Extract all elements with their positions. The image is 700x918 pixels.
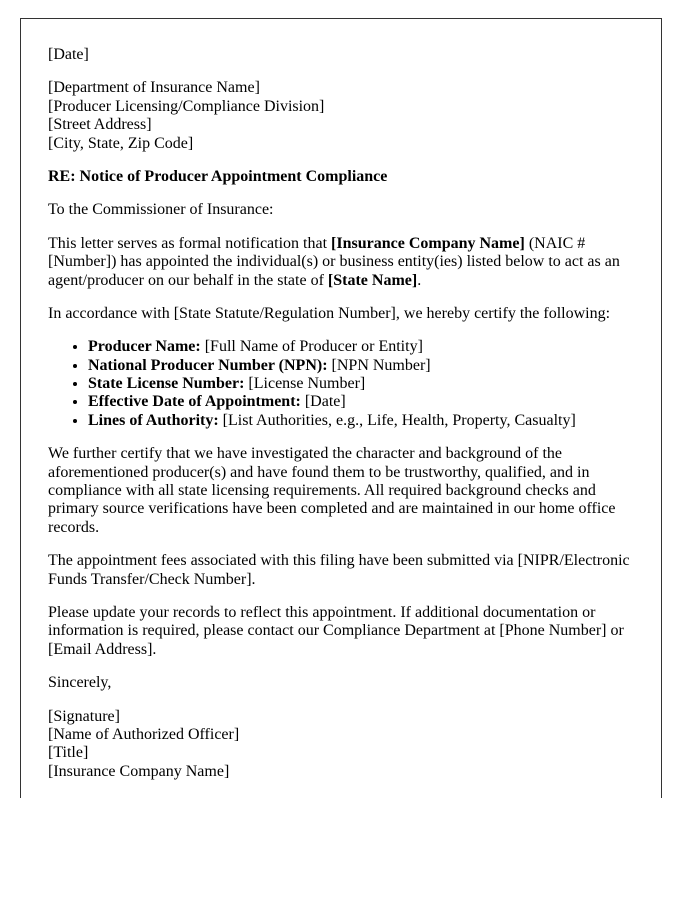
accordance-paragraph: In accordance with [State Statute/Regulation Number], we hereby certify the following: [48,304,611,322]
producer-detail-label: Effective Date of Appointment: [88,393,301,411]
producer-detail-item: • Lines of Authority: [List Authorities, e.g., Life, Health, Property, Casualty] [88,412,634,430]
producer-details-list [48,338,634,430]
notification-paragraph: This letter serves as formal notification that [Insurance Company Name] (NAIC # [Number]) has appointed the individual(s) or business entity(ies) listed below to act as an agent/producer on our behalf in the state of [State Name]. [48,234,620,289]
producer-detail-item: • State License Number: [License Number] [88,375,634,393]
producer-detail-label: Producer Name: [88,338,201,356]
fees-paragraph: The appointment fees associated with this filing have been submitted via [NIPR/Electronic Funds Transfer/Check Number]. [48,552,630,588]
signature-block: [Signature] [Name of Authorized Officer] [Title] [Insurance Company Name] [48,707,240,780]
certify-paragraph: We further certify that we have investigated the character and background of the aforementioned producer(s) and have found them to be trustworthy, qualified, and in compliance with all state licensing requirements. All required background checks and primary source verifications have been completed and are maintained in our home office records. [48,445,616,536]
producer-detail-label: National Producer Number (NPN): [88,356,328,374]
date-line: [Date] [48,46,89,63]
letter-page [20,18,662,798]
producer-detail-item: • Effective Date of Appointment: [Date] [88,393,634,411]
producer-detail-item: • Producer Name: [Full Name of Producer or Entity] [88,338,634,356]
producer-detail-label: State License Number: [88,375,245,393]
producer-detail-item: • National Producer Number (NPN): [NPN Number] [88,357,634,375]
salutation: To the Commissioner of Insurance: [48,201,274,219]
recipient-address-block: [Department of Insurance Name] [Producer Licensing/Compliance Division] [Street Address] [City, State, Zip Code] [48,79,325,152]
subject-line: RE: Notice of Producer Appointment Compliance [48,167,388,185]
producer-detail-label: Lines of Authority: [88,411,219,429]
update-records-paragraph: Please update your records to reflect this appointment. If additional documentation or information is required, please contact our Compliance Department at [Phone Number] or [Email Address]. [48,603,624,658]
closing: Sincerely, [48,674,112,692]
